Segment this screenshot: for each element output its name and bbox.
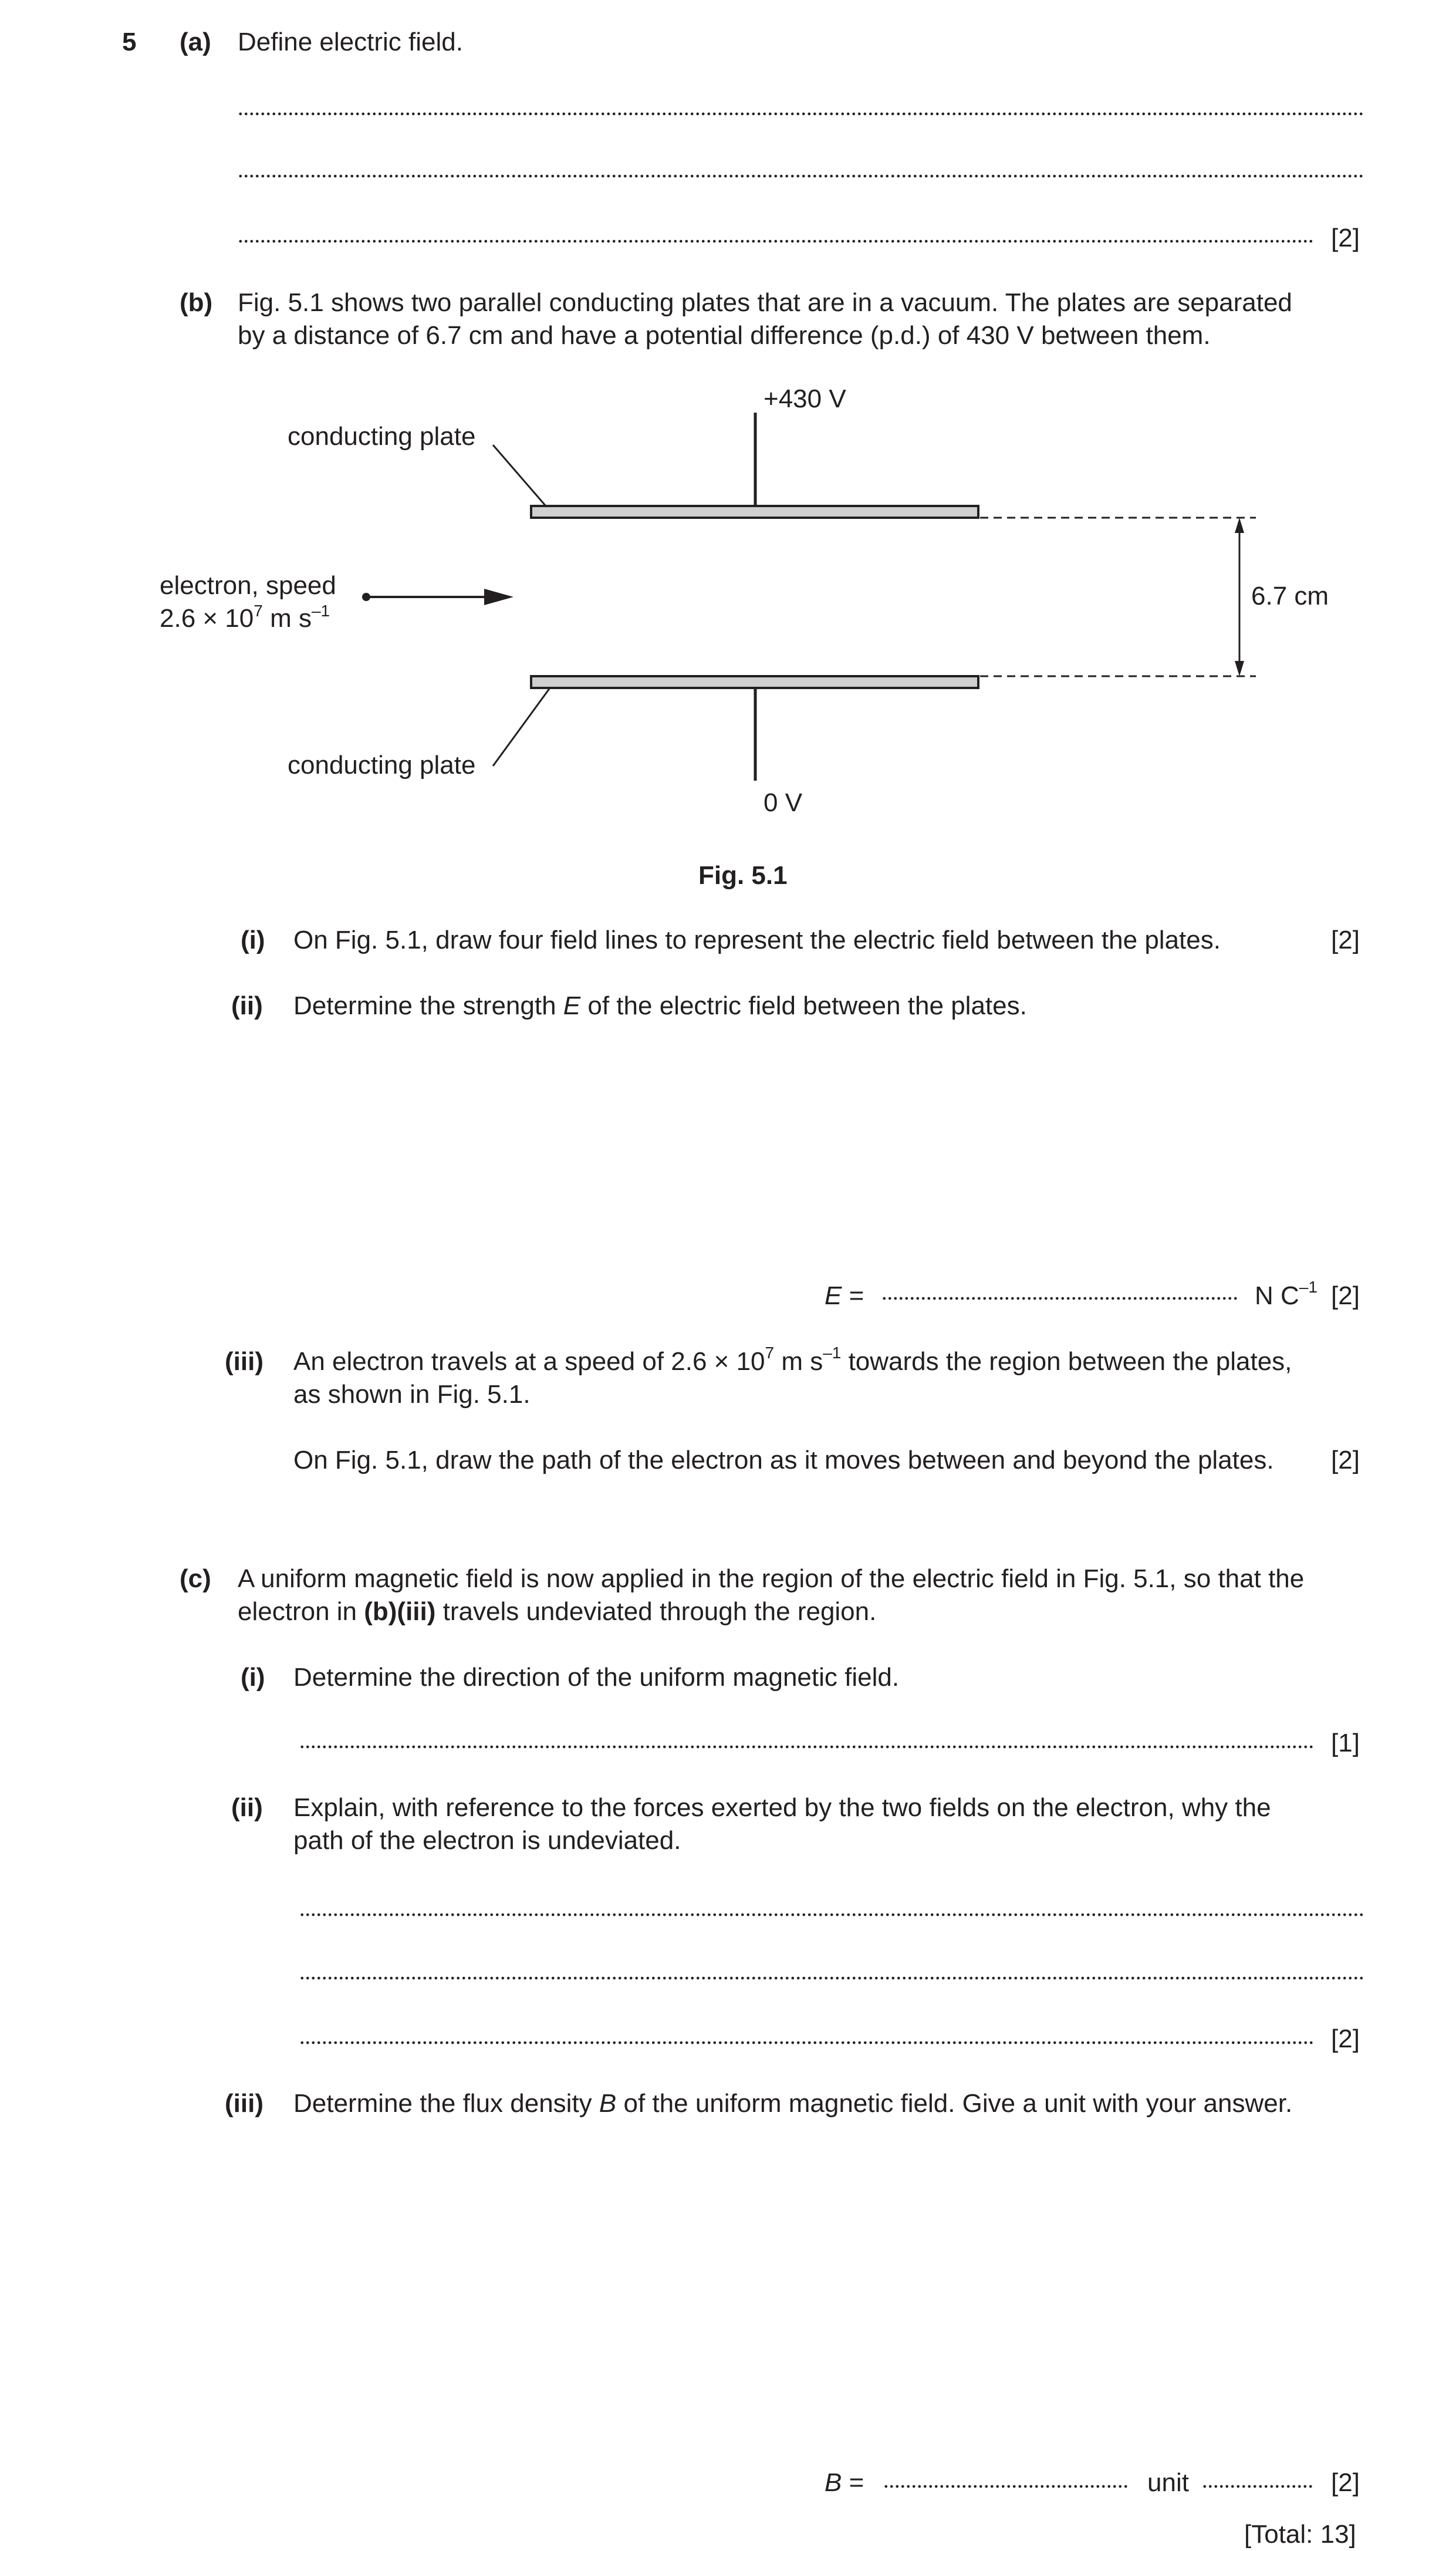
marks-a: [2]	[1331, 224, 1360, 252]
bottom-conducting-plate	[531, 676, 978, 688]
answer-line-c-ii-1[interactable]	[299, 1912, 1363, 1917]
part-b-iii-line2: as shown in Fig. 5.1.	[293, 1380, 531, 1409]
part-c-iii-text: Determine the flux density B of the uniform magnetic field. Give a unit with your answer.	[293, 2089, 1293, 2118]
electron-arrow-head	[484, 589, 514, 605]
answer-line-c-i[interactable]	[299, 1744, 1313, 1749]
part-c-ii-label: (ii)	[231, 1793, 263, 1822]
separation-label: 6.7 cm	[1251, 582, 1329, 610]
part-b-iii-label: (iii)	[225, 1347, 264, 1376]
part-a-text: Define electric field.	[238, 28, 463, 56]
marks-c-iii: [2]	[1331, 2468, 1360, 2497]
answer-line-b[interactable]	[883, 2484, 1130, 2489]
part-b-intro-line1: Fig. 5.1 shows two parallel conducting plates that are in a vacuum. The plates are separated	[238, 288, 1292, 317]
answer-line-c-ii-2[interactable]	[299, 1976, 1363, 1980]
part-c-intro-line1: A uniform magnetic field is now applied in the region of the electric field in Fig. 5.1, so that the	[238, 1564, 1305, 1593]
bottom-plate-leader	[493, 688, 550, 766]
separation-arrow-head-up	[1235, 518, 1244, 533]
bottom-plate-label: conducting plate	[288, 751, 476, 780]
answer-line-e[interactable]	[881, 1296, 1237, 1301]
part-b-iii-line1: An electron travels at a speed of $2.6 \times 10^7$ m $s^{-1}$ towards the region between the plates,	[293, 1344, 1292, 1376]
figure-caption: Fig. 5.1	[698, 861, 788, 890]
part-b-ii-text: Determine the strength E of the electric field between the plates.	[293, 991, 1027, 1020]
part-c-ii-line1: Explain, with reference to the forces exerted by the two fields on the electron, why the	[293, 1793, 1271, 1822]
top-plate-leader	[493, 445, 546, 506]
part-c-iii-label: (iii)	[225, 2089, 264, 2118]
answer-e-unit: N $C^{-1}$	[1255, 1278, 1318, 1310]
part-b-i-text: On Fig. 5.1, draw four field lines to represent the electric field between the plates.	[293, 926, 1221, 954]
part-c-ii-line2: path of the electron is undeviated.	[293, 1826, 681, 1855]
part-b-i-label: (i)	[241, 926, 265, 954]
answer-e-label: E =	[825, 1281, 864, 1310]
answer-b-label: B =	[825, 2468, 864, 2497]
marks-c-ii: [2]	[1331, 2024, 1360, 2053]
figure-5-1	[0, 0, 1456, 892]
question-number: 5	[122, 28, 137, 56]
part-b-ii-label: (ii)	[231, 991, 263, 1020]
answer-b-unit-word: unit	[1147, 2468, 1189, 2497]
bottom-voltage-label: 0 V	[764, 788, 803, 817]
part-b-intro-line2: by a distance of 6.7 cm and have a potential difference (p.d.) of 430 V between them.	[238, 321, 1211, 350]
top-conducting-plate	[531, 506, 978, 518]
marks-b-ii: [2]	[1331, 1281, 1360, 1310]
top-plate-label: conducting plate	[288, 422, 476, 451]
answer-line-b-unit[interactable]	[1202, 2484, 1313, 2489]
part-b-label: (b)	[180, 288, 213, 317]
answer-line-c-ii-3[interactable]	[299, 2040, 1313, 2045]
electron-label-line1: electron, speed	[160, 571, 336, 600]
marks-b-i: [2]	[1331, 926, 1360, 954]
separation-arrow-head-down	[1235, 661, 1244, 676]
part-c-i-label: (i)	[241, 1663, 265, 1692]
part-b-iii-instruction: On Fig. 5.1, draw the path of the electron as it moves between and beyond the plates.	[293, 1446, 1274, 1474]
part-c-intro-line2: electron in (b)(iii) travels undeviated through the region.	[238, 1597, 877, 1626]
part-a-label: (a)	[180, 28, 211, 56]
marks-c-i: [1]	[1331, 1729, 1360, 1757]
part-c-i-text: Determine the direction of the uniform magnetic field.	[293, 1663, 900, 1692]
top-voltage-label: +430 V	[764, 384, 846, 413]
marks-b-iii: [2]	[1331, 1446, 1360, 1474]
total-marks: [Total: 13]	[1244, 2520, 1356, 2549]
part-c-label: (c)	[180, 1564, 211, 1593]
electron-label-line2: $2.6 \times 10^7$ m $s^{-1}$	[160, 602, 330, 633]
